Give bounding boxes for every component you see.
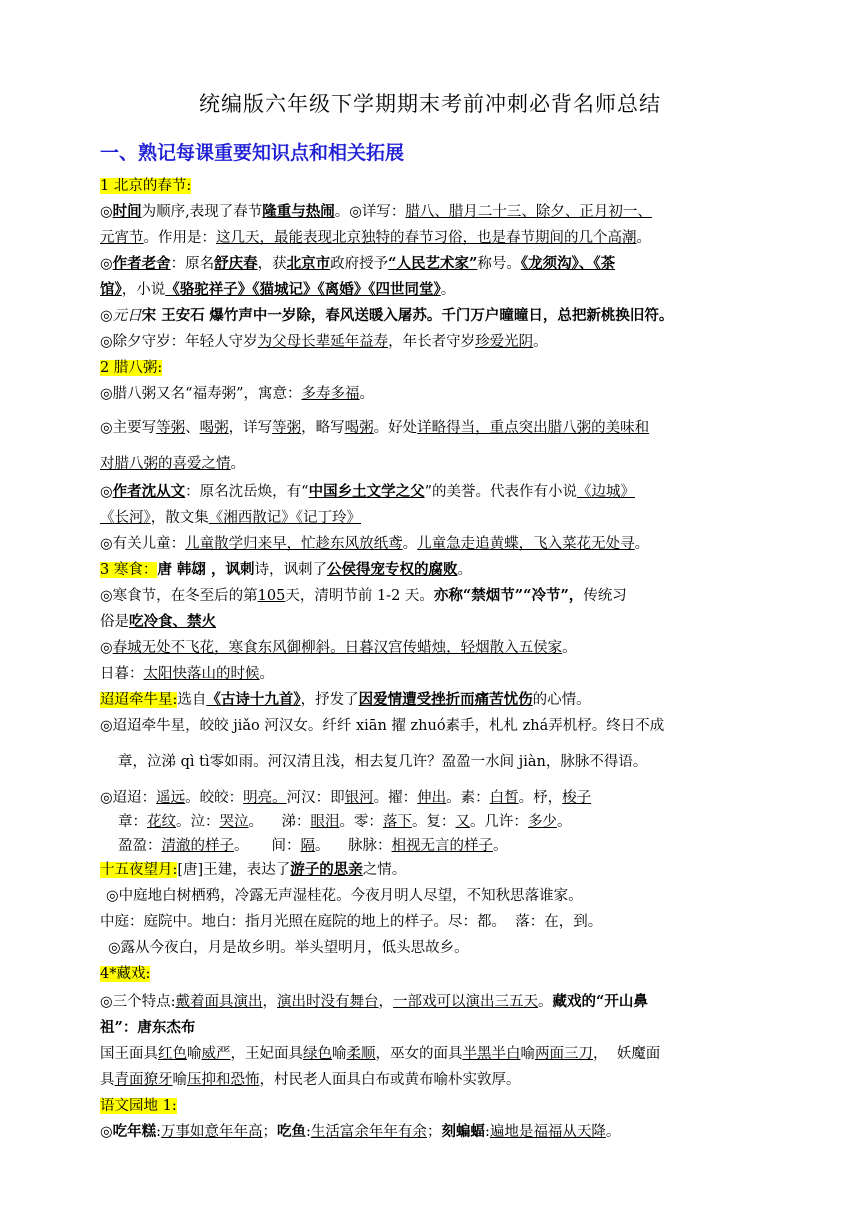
text-run: ◎腊八粥又名“福寿粥”，寓意：: [100, 386, 302, 402]
underlined-text: 舒庆春: [214, 255, 258, 272]
underlined-text: 压抑和恐怖: [187, 1072, 260, 1088]
text-run: 。: [636, 230, 651, 246]
underlined-text: 绿色: [303, 1046, 332, 1062]
text-run: ，散文集: [150, 510, 209, 526]
text-run: ，略写: [301, 420, 345, 436]
text-run: :: [484, 1124, 490, 1140]
text-run: 。: [538, 994, 553, 1010]
text-line: [100, 418, 762, 438]
text-run: 章，泣涕 qì tì零如雨。河汉清且浅，相去复几许？盈盈一水间 jiàn，脉脉不得语。: [118, 754, 648, 770]
text-run: ，: [593, 1046, 608, 1062]
underlined-text: 生活富余年年有余: [310, 1124, 427, 1140]
bold-text: 祖”：唐东杰布: [100, 1019, 196, 1036]
text-run: 。: [230, 456, 245, 472]
text-run: :: [306, 1124, 311, 1140]
underlined-text: 时间: [112, 203, 142, 220]
text-run: 喻: [187, 1046, 202, 1062]
text-run: 间：: [271, 838, 301, 854]
text-run: 。◎详写：: [334, 204, 406, 220]
text-run: :: [156, 1124, 162, 1140]
text-run: 。复：: [411, 814, 456, 830]
text-line: [100, 1070, 762, 1090]
highlighted-label: 迢迢牵牛星:: [100, 692, 178, 708]
text-line: [100, 788, 762, 808]
text-run: 俗是: [100, 614, 129, 630]
text-line: [100, 912, 762, 932]
text-line: [108, 938, 762, 958]
underlined-text: 《龙须沟》、《茶: [520, 255, 616, 272]
text-run: ，年长者守岁: [388, 334, 476, 350]
text-run: 传统习: [583, 588, 627, 604]
underlined-text: 元宵节: [100, 230, 144, 246]
underlined-text: 腊八、腊月二十三、除夕、正月初一、: [405, 204, 652, 220]
lesson-heading: [100, 560, 762, 580]
bold-text: 亦称“禁烟节”“冷节”，: [433, 587, 584, 604]
text-line: [100, 228, 762, 248]
text-run: 选自: [177, 692, 207, 708]
text-run: ◎中庭地白树栖鸦，冷露无声湿桂花。今夜月明人尽望，不知秋思落谁家。: [106, 888, 583, 904]
underlined-text: “人民艺术家”: [388, 255, 478, 272]
underlined-text: 《骆驼祥子》《猫城记》《离婚》《四世同堂》: [165, 281, 441, 298]
text-run: ，抒发了: [300, 692, 359, 708]
text-run: 。好处: [373, 420, 418, 436]
text-run: ◎除夕守岁：年轻人守岁: [100, 334, 258, 350]
underlined-text: 红色: [158, 1046, 187, 1062]
text-line: [100, 508, 762, 528]
underlined-text: 春城无处不飞花，寒食东风御柳斜。日暮汉宫传蜡烛，轻烟散入五侯家: [112, 640, 563, 656]
text-run: 的心情。: [532, 692, 591, 708]
text-run: [唐]王建，表达了: [177, 862, 291, 878]
underlined-text: 明亮。: [243, 790, 287, 806]
text-run: 喻: [332, 1046, 347, 1062]
underlined-text: 落下: [382, 814, 412, 830]
underlined-text: 戴着面具演出: [175, 994, 263, 1010]
underlined-text: 多寿多福: [301, 386, 360, 402]
underlined-text: 对腊八粥的喜爱之情: [100, 456, 231, 472]
text-run: ◎: [100, 204, 113, 220]
text-run: 喻: [172, 1072, 187, 1088]
text-line: [100, 1018, 762, 1038]
text-line: [100, 384, 762, 404]
text-run: ◎迢迢：: [100, 790, 157, 806]
text-run: 。零：: [339, 814, 383, 830]
highlighted-label: 语文园地 1:: [100, 1098, 177, 1114]
text-line: [100, 254, 762, 274]
text-run: ：原名沈岳焕，有“: [185, 484, 309, 500]
underlined-text: 伸出: [417, 790, 447, 806]
highlighted-label: 1 北京的春节:: [100, 178, 192, 194]
lesson-heading: [100, 690, 762, 710]
text-run: 。: [556, 814, 572, 830]
bold-text: 吃年糕: [112, 1123, 157, 1140]
text-run: ◎迢迢牵牛星，皎皎 jiǎo 河汉女。纤纤 xiān 擢 zhuó素手，札札 zhá弄机杼。终日不成: [100, 718, 665, 734]
text-run: ；: [426, 1124, 442, 1140]
text-line: [100, 332, 762, 352]
text-run: 具: [100, 1072, 115, 1088]
text-line: [100, 1122, 762, 1142]
underlined-text: 相视无言的样子: [391, 838, 493, 854]
underlined-text: 眼泪: [310, 814, 340, 830]
underlined-text: 哭泣: [219, 814, 249, 830]
text-line: [100, 638, 762, 658]
underlined-text: 北京市: [286, 255, 331, 272]
underlined-text: 半黑半白: [462, 1046, 521, 1062]
text-run: 为顺序,表现了春节: [141, 204, 263, 220]
underlined-text: 游子的思亲: [290, 861, 363, 878]
underlined-text: 白皙: [489, 790, 519, 806]
underlined-text: 作者沈从文: [112, 483, 186, 500]
text-run: 。: [492, 838, 508, 854]
underlined-text: 多少: [527, 814, 557, 830]
text-line: [100, 280, 762, 300]
text-run: 中庭：庭院中。地白：指月光照在庭院的地上的样子。尽：都。: [100, 914, 506, 930]
text-run: 。泣：: [176, 814, 220, 830]
text-run: ，: [378, 994, 394, 1010]
lesson-heading: [100, 176, 762, 196]
text-run: 。: [259, 666, 274, 682]
underlined-text: 公侯得宠专权的腐败: [326, 561, 458, 578]
text-line: [100, 586, 762, 606]
text-run: ，王妃面具: [230, 1046, 303, 1062]
text-line: [100, 306, 762, 326]
text-run: ◎: [100, 484, 113, 500]
text-line: [118, 752, 762, 772]
text-line: [100, 482, 762, 502]
underlined-text: 隆重与热闹: [262, 203, 335, 220]
underlined-text: 又: [455, 814, 470, 830]
text-run: 涕：: [281, 814, 311, 830]
text-run: ◎有关儿童：: [100, 536, 186, 552]
underlined-text: 等粥: [272, 420, 302, 436]
text-run: 诗，讽刺了: [254, 562, 327, 578]
text-run: 。素：: [446, 790, 490, 806]
underlined-text: 银河: [344, 790, 374, 806]
text-run: 脉脉：: [347, 838, 392, 854]
text-run: 。擢：: [373, 790, 418, 806]
highlighted-label: 4*藏戏:: [100, 966, 151, 982]
text-run: 。: [605, 1124, 621, 1140]
underlined-text: 万事如意年年高: [161, 1124, 263, 1140]
text-run: 。: [440, 282, 456, 298]
text-run: ◎露从今夜白，月是故乡明。举头望明月，低头思故乡。: [108, 940, 469, 956]
text-run: 。: [634, 536, 650, 552]
underlined-text: 梭子: [562, 790, 592, 806]
text-line: [106, 886, 762, 906]
text-run: ，巫女的面具: [375, 1046, 463, 1062]
underlined-text: 花纹: [147, 814, 176, 830]
text-line: [118, 812, 762, 832]
text-run: 河汉：即: [286, 790, 345, 806]
underlined-text: 儿童散学归来早，忙趁东风放纸鸢: [185, 536, 403, 552]
underlined-text: 柔顺: [346, 1046, 376, 1062]
text-run: 国王面具: [100, 1046, 158, 1062]
highlighted-label: 十五夜望月:: [100, 862, 178, 878]
underlined-text: 太阳快落山的时候: [143, 666, 260, 682]
text-run: ，: [262, 994, 278, 1010]
text-run: 喻: [520, 1046, 535, 1062]
bold-text: 吃鱼: [277, 1123, 307, 1140]
underlined-text: 演出时没有舞台: [277, 994, 379, 1010]
text-run: 盈盈：: [118, 838, 162, 854]
underlined-text: 青面獠牙: [114, 1072, 173, 1088]
text-run: 。: [315, 838, 330, 854]
text-run: 政府授予: [330, 256, 389, 272]
text-run: 。杼，: [518, 790, 563, 806]
lesson-heading: [100, 860, 762, 880]
text-run: 天，清明节前 1-2 天。: [285, 588, 434, 604]
underlined-text: 儿童急走追黄蝶，飞入菜花无处寻: [417, 536, 635, 552]
underlined-text: 清澈的样子: [161, 838, 234, 854]
text-run: ，村民老人面具白布或黄布喻朴实敦厚。: [259, 1072, 521, 1088]
text-run: 。: [402, 536, 418, 552]
text-line: [100, 992, 762, 1012]
text-run: 。: [234, 838, 249, 854]
highlighted-label: 3 寒食：: [100, 562, 158, 578]
text-run: ”的美誉。代表作有小说: [424, 484, 577, 500]
bold-text: 宋 王安石: [141, 307, 205, 324]
text-line: [100, 664, 762, 684]
text-line: [100, 534, 762, 554]
underlined-text: 105: [257, 588, 286, 604]
text-run: 。: [533, 334, 548, 350]
text-run: 。: [457, 562, 472, 578]
underlined-text: 这几天，最能表现北京独特的春节习俗，也是春节期间的几个高潮: [216, 230, 637, 246]
text-run: ，小说: [121, 282, 166, 298]
underlined-text: 两面三刀: [535, 1046, 593, 1062]
text-run: ：原名: [170, 256, 215, 272]
underlined-text: 馆》: [100, 281, 122, 298]
text-line: [100, 202, 762, 222]
underlined-text: 《长河》: [100, 510, 151, 526]
text-run: 。作用是：: [143, 230, 216, 246]
underlined-text: 遍地是福福从天降: [489, 1124, 606, 1140]
bold-text: 唐 韩翃 ，讽刺: [157, 561, 255, 578]
document-title: 统编版六年级下学期期末考前冲刺必背名师总结: [199, 92, 661, 116]
text-run: 。: [562, 640, 577, 656]
underlined-text: 隔: [300, 838, 316, 854]
text-line: [100, 454, 762, 474]
section-heading: 一、熟记每课重要知识点和相关拓展: [100, 142, 405, 164]
underlined-text: 《边城》: [577, 484, 635, 500]
underlined-text: 等粥: [156, 420, 186, 436]
text-run: ，获: [257, 256, 287, 272]
bold-text: 刻蝙蝠: [441, 1123, 485, 1140]
underlined-text: 《古诗十九首》: [206, 691, 301, 708]
text-run: 日暮：: [100, 666, 144, 682]
text-run: 。皎皎：: [185, 790, 244, 806]
text-run: ◎主要写: [100, 420, 157, 436]
underlined-text: 喝粥: [199, 420, 229, 436]
text-run: ◎: [100, 256, 113, 272]
text-run: 落：在，到。: [515, 914, 603, 930]
text-line: [100, 1044, 762, 1064]
lesson-heading: [100, 358, 762, 378]
text-line: [100, 612, 762, 632]
bold-text: ◎: [100, 307, 113, 324]
underlined-text: 一部戏可以演出三五天: [393, 994, 539, 1010]
highlighted-label: 2 腊八粥:: [100, 360, 163, 376]
text-run: 。几许：: [469, 814, 528, 830]
text-line: [100, 716, 762, 736]
underlined-text: 吃冷食、禁火: [129, 613, 216, 630]
text-run: 元日: [112, 308, 142, 324]
lesson-heading: [100, 1096, 762, 1116]
text-run: 、: [185, 420, 200, 436]
underlined-text: 喝粥: [344, 420, 374, 436]
text-run: ◎寒食节，在冬至后的第: [100, 588, 258, 604]
text-run: ；: [262, 1124, 278, 1140]
underlined-text: 《湘西散记》《记丁玲》: [208, 510, 361, 526]
underlined-text: 遥远: [156, 790, 186, 806]
underlined-text: 威严: [201, 1046, 231, 1062]
text-run: 。: [248, 814, 263, 830]
bold-text: 藏戏的“开山鼻: [552, 993, 648, 1010]
underlined-text: 详略得当，重点突出腊八粥的美味和: [417, 420, 650, 436]
underlined-text: 为父母长辈延年益寿: [257, 334, 389, 350]
text-line: [118, 836, 762, 856]
text-run: ◎三个特点:: [100, 994, 176, 1010]
bold-text: 爆竹声中一岁除，春风送暖入屠苏。千门万户曈曈日，总把新桃换旧符。: [209, 307, 674, 324]
underlined-text: 作者老舍: [112, 255, 171, 272]
text-run: ，详写: [228, 420, 273, 436]
underlined-text: 因爱情遭受挫折而痛苦忧伤: [358, 691, 533, 708]
text-run: 妖魔面: [616, 1046, 661, 1062]
text-run: 章：: [118, 814, 147, 830]
text-run: ◎: [100, 1124, 113, 1140]
underlined-text: 珍爱光阴: [475, 334, 534, 350]
text-run: 称号。: [477, 256, 521, 272]
text-run: ◎: [100, 640, 113, 656]
lesson-heading: [100, 964, 762, 984]
text-run: 。: [359, 386, 374, 402]
underlined-text: 中国乡土文学之父: [308, 483, 425, 500]
text-run: 之情。: [362, 862, 407, 878]
